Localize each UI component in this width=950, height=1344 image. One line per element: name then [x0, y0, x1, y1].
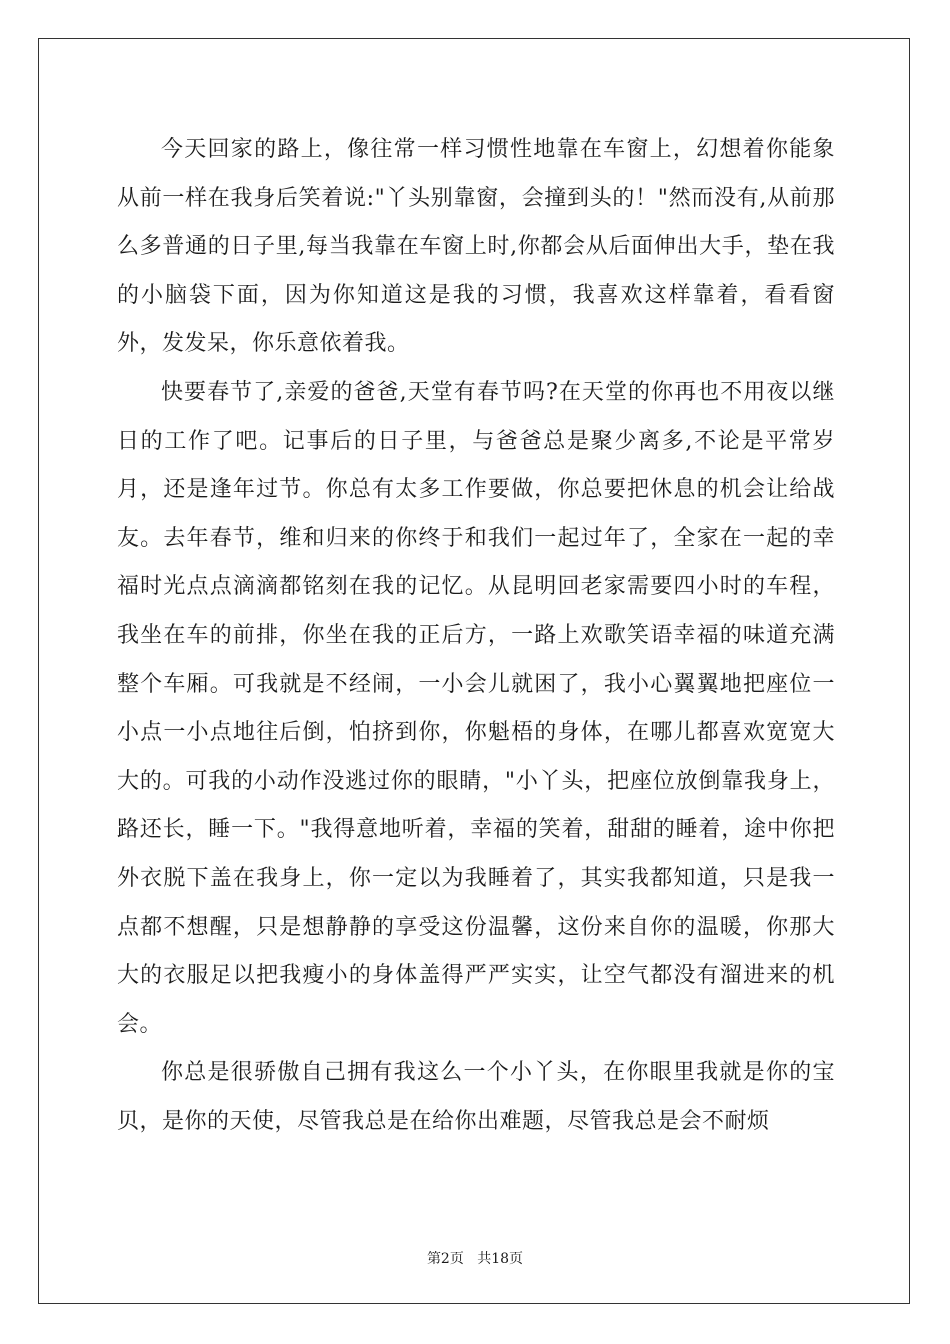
page-footer	[0, 1248, 950, 1268]
page-total: 共18页	[477, 1251, 524, 1267]
paragraph-1: 今天回家的路上，像往常一样习惯性地靠在车窗上，幻想着你能象从前一样在我身后笑着说:"丫头别靠窗，会撞到头的！"然而没有,从前那么多普通的日子里,每当我靠在车窗上时,你都会从后面伸出大手，垫在我的小脑袋下面，因为你知道这是我的习惯，我喜欢这样靠着，看看窗外，发发呆，你乐意依着我。	[117, 137, 835, 357]
paragraph-3: 你总是很骄傲自己拥有我这么一个小丫头，在你眼里我就是你的宝贝，是你的天使，尽管我总是在给你出难题，尽管我总是会不耐烦	[117, 1060, 835, 1134]
document-body	[117, 126, 835, 1146]
page-number: 第2页	[426, 1251, 464, 1267]
paragraph-2: 快要春节了,亲爱的爸爸,天堂有春节吗?在天堂的你再也不用夜以继日的工作了吧。记事后的日子里，与爸爸总是聚少离多,不论是平常岁月，还是逢年过节。你总有太多工作要做，你总要把休息的机会让给战友。去年春节，维和归来的你终于和我们一起过年了，全家在一起的幸福时光点点滴滴都铭刻在我的记忆。从昆明回老家需要四小时的车程，我坐在车的前排，你坐在我的正后方，一路上欢歌笑语幸福的味道充满整个车厢。可我就是不经闹，一小会儿就困了，我小心翼翼地把座位一小点一小点地往后倒，怕挤到你，你魁梧的身体，在哪儿都喜欢宽宽大大的。可我的小动作没逃过你的眼睛，"小丫头，把座位放倒靠我身上，路还长，睡一下。"我得意地听着，幸福的笑着，甜甜的睡着，途中你把外衣脱下盖在我身上，你一定以为我睡着了，其实我都知道，只是我一点都不想醒，只是想静静的享受这份温馨，这份来自你的温暖，你那大大的衣服足以把我瘦小的身体盖得严严实实，让空气都没有溜进来的机会。	[117, 379, 835, 1037]
